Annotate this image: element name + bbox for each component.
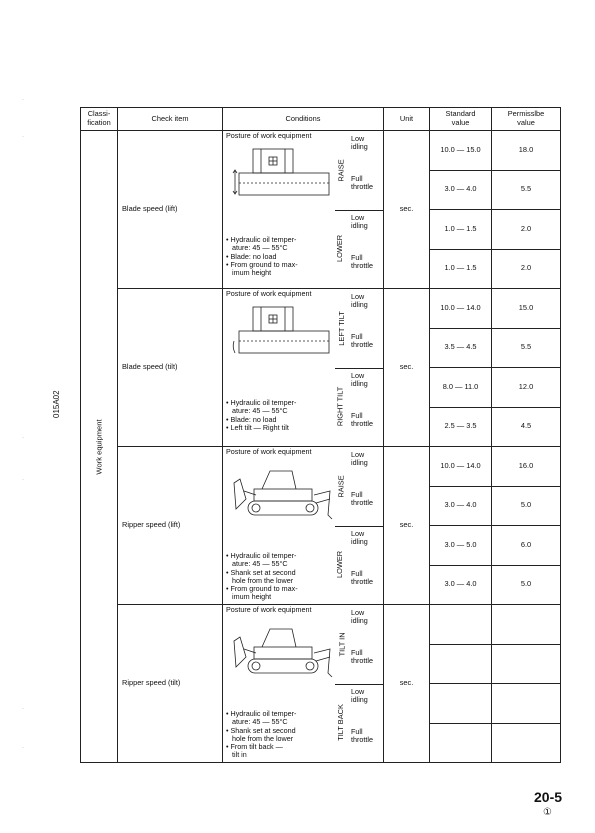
- conditions-cell: [223, 289, 384, 447]
- check-item-label: Ripper speed (lift): [122, 520, 181, 530]
- standard-value: 3.0 — 5.0: [430, 526, 492, 566]
- posture-title: Posture of work equipment: [226, 447, 312, 456]
- speed-full-throttle: Full throttle: [351, 569, 373, 587]
- permissible-value: 15.0: [492, 289, 561, 329]
- direction-label: TILT IN: [337, 632, 347, 657]
- permissible-value: [492, 684, 561, 724]
- posture-title: Posture of work equipment: [226, 131, 312, 140]
- standard-value: 1.0 — 1.5: [430, 249, 492, 289]
- ripper-dozer-sketch: [226, 617, 341, 689]
- speed-full-throttle: Full throttle: [351, 253, 373, 271]
- standard-value: 3.0 — 4.0: [430, 170, 492, 210]
- ripper-dozer-sketch: [226, 459, 341, 531]
- condition-bullet: • From ground to max- imum height: [226, 259, 298, 278]
- permissible-value: [492, 605, 561, 645]
- check-item-cell: [118, 447, 223, 605]
- standard-value: [430, 723, 492, 763]
- check-item-label: Ripper speed (tilt): [122, 678, 181, 688]
- scan-speck: ·: [22, 706, 24, 712]
- scan-speck: ·: [22, 134, 24, 140]
- blade-tilt-sketch: [231, 301, 341, 371]
- condition-bullet: • Hydraulic oil temper- ature: 45 — 55°C: [226, 398, 297, 416]
- check-item-label: Blade speed (lift): [122, 204, 178, 214]
- condition-bullet: • Blade: no load: [226, 414, 277, 424]
- page-number: 20-5: [534, 789, 563, 805]
- speed-low-idling: Low idling: [351, 292, 368, 310]
- classification-cell: [81, 131, 118, 763]
- speed-full-throttle: Full throttle: [351, 648, 373, 666]
- work-equipment-spec-table: [80, 107, 561, 763]
- standard-value: 1.0 — 1.5: [430, 210, 492, 250]
- permissible-value: 5.5: [492, 328, 561, 368]
- direction-label: LEFT TILT: [336, 311, 346, 346]
- direction-label: RAISE: [336, 159, 346, 182]
- condition-bullet: • Shank set at second hole from the lower: [226, 725, 296, 743]
- condition-bullet: • From tilt back — tilt in: [226, 742, 283, 760]
- classification-label: Work equipment: [94, 418, 104, 475]
- condition-bullet: • Hydraulic oil temper- ature: 45 — 55°C: [226, 235, 297, 253]
- unit-cell: sec.: [384, 447, 430, 605]
- standard-value: 10.0 — 14.0: [430, 447, 492, 487]
- condition-bullet: • Hydraulic oil temper- ature: 45 — 55°C: [226, 709, 297, 727]
- permissible-value: 5.0: [492, 486, 561, 526]
- table-row: [81, 447, 561, 487]
- standard-value: 2.5 — 3.5: [430, 407, 492, 447]
- permissible-value: 2.0: [492, 210, 561, 250]
- standard-value: [430, 644, 492, 684]
- standard-value: [430, 684, 492, 724]
- permissible-value: 12.0: [492, 368, 561, 408]
- side-document-code: 015A02: [52, 390, 61, 418]
- condition-bullet: • Blade: no load: [226, 251, 277, 261]
- direction-label: TILT BACK: [335, 704, 345, 741]
- direction-label: RAISE: [336, 475, 346, 498]
- condition-bullets: [226, 399, 336, 432]
- unit-cell: sec.: [384, 605, 430, 763]
- header-check-item: Check item: [118, 108, 223, 131]
- condition-bullets: [226, 710, 336, 760]
- speed-low-idling: Low idling: [351, 608, 368, 626]
- header-permissible-value: Permisslbe value: [492, 108, 561, 131]
- unit-cell: sec.: [384, 131, 430, 289]
- permissible-value: 6.0: [492, 526, 561, 566]
- speed-low-idling: Low idling: [351, 134, 368, 152]
- standard-value: 10.0 — 15.0: [430, 131, 492, 171]
- condition-bullets: [226, 236, 336, 277]
- posture-title: Posture of work equipment: [226, 289, 312, 298]
- scan-speck: ·: [22, 97, 24, 103]
- direction-label: LOWER: [335, 234, 345, 262]
- check-item-cell: [118, 289, 223, 447]
- standard-value: 8.0 — 11.0: [430, 368, 492, 408]
- standard-value: 3.0 — 4.0: [430, 486, 492, 526]
- condition-bullets: [226, 552, 336, 602]
- scan-speck: ·: [22, 745, 24, 751]
- permissible-value: 18.0: [492, 131, 561, 171]
- posture-title: Posture of work equipment: [226, 605, 312, 614]
- unit-cell: sec.: [384, 289, 430, 447]
- permissible-value: 5.0: [492, 565, 561, 605]
- direction-label: RIGHT TILT: [335, 386, 345, 427]
- check-item-label: Blade speed (tilt): [122, 362, 178, 372]
- check-item-cell: [118, 131, 223, 289]
- table-row: [81, 289, 561, 329]
- header-conditions: Conditions: [223, 108, 384, 131]
- conditions-cell: [223, 447, 384, 605]
- permissible-value: [492, 644, 561, 684]
- speed-low-idling: Low idling: [351, 371, 368, 389]
- standard-value: 3.5 — 4.5: [430, 328, 492, 368]
- condition-bullet: • From ground to max- imum height: [226, 584, 298, 602]
- speed-low-idling: Low idling: [351, 529, 368, 547]
- blade-lift-sketch: [231, 143, 341, 213]
- speed-low-idling: Low idling: [351, 687, 368, 705]
- scan-speck: ·: [22, 477, 24, 483]
- table-row: [81, 605, 561, 645]
- header-standard-value: Standard value: [430, 108, 492, 131]
- standard-value: 3.0 — 4.0: [430, 565, 492, 605]
- speed-full-throttle: Full throttle: [351, 332, 373, 350]
- condition-bullet: • Hydraulic oil temper- ature: 45 — 55°C: [226, 551, 297, 569]
- permissible-value: 2.0: [492, 249, 561, 289]
- permissible-value: 5.5: [492, 170, 561, 210]
- condition-bullet: • Shank set at second hole from the lower: [226, 567, 296, 585]
- check-item-cell: [118, 605, 223, 763]
- permissible-value: [492, 723, 561, 763]
- header-unit: Unit: [384, 108, 430, 131]
- speed-full-throttle: Full throttle: [351, 727, 373, 745]
- conditions-cell: [223, 131, 384, 289]
- header-classification: Classi- fication: [81, 108, 118, 131]
- speed-full-throttle: Full throttle: [351, 411, 373, 429]
- permissible-value: 4.5: [492, 407, 561, 447]
- permissible-value: 16.0: [492, 447, 561, 487]
- scan-speck: ·: [22, 435, 24, 441]
- table-header-row: [81, 108, 561, 131]
- speed-full-throttle: Full throttle: [351, 490, 373, 508]
- standard-value: [430, 605, 492, 645]
- conditions-cell: [223, 605, 384, 763]
- revision-mark: ①: [543, 807, 552, 818]
- standard-value: 10.0 — 14.0: [430, 289, 492, 329]
- condition-bullet: • Left tilt — Right tilt: [226, 422, 289, 432]
- speed-low-idling: Low idling: [351, 450, 368, 468]
- speed-full-throttle: Full throttle: [351, 174, 373, 192]
- direction-label: LOWER: [335, 550, 345, 578]
- table-row: [81, 131, 561, 171]
- speed-low-idling: Low idling: [351, 213, 368, 231]
